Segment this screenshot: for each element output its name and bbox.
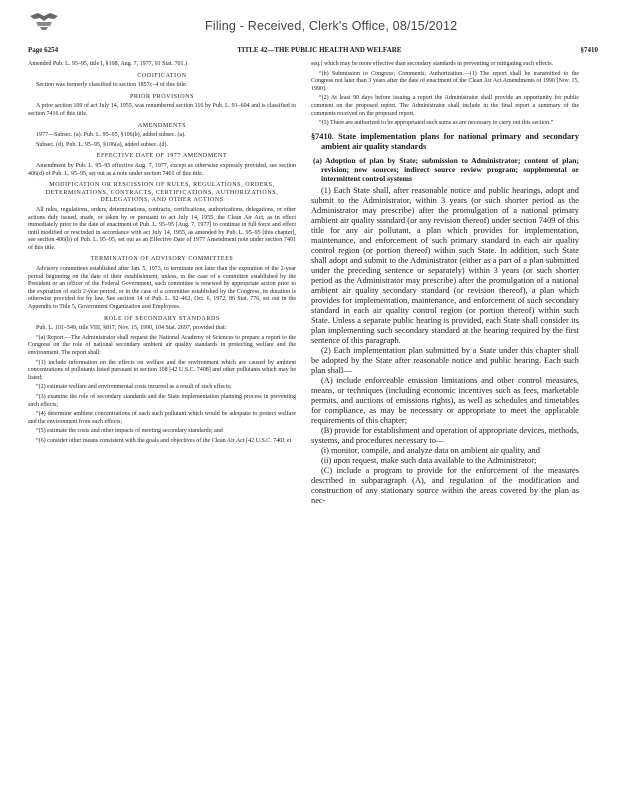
heading-role-secondary: ROLE OF SECONDARY STANDARDS [104, 315, 220, 322]
left-column [28, 61, 296, 448]
modification-text: All rules, regulations, orders, determinations, contracts, certifications, authorizations, delegations, or other actions duly issued, made, or taken by or pursuant to act July 14, 1955, the Clean Air Act, as in effect immediately prior to the date of enactment of Pub. L. 95–95 [Aug. 7, 1977] to continue in full force and effect until modified or rescinded in accordance with act July 14, 1955, as amended by Pub. L. 95–95 [this chapter], see section 406(b) of Pub. L. 95–95, set out as an Effective Date of 1977 Amendment note under section 7401 of this title. [28, 206, 296, 251]
section-heading-7410: §7410. State implementation plans for national primary and secondary ambient air quality standards [311, 131, 579, 151]
page-number: Page 6254 [28, 46, 59, 54]
role-text-2: “(a) Report.—The Administrator shall request the National Academy of Sciences to prepare a report to the Congress on the role of national secondary ambient air quality standards in protecting welfare and the environment. The report shall: [28, 334, 296, 356]
paragraph-a2C: (C) include a program to provide for the enforcement of the measures described in subparagraph (A), and regulation of the modification and construction of any stationary source within the areas covered by the plan as nec- [311, 466, 579, 506]
heading-modification: MODIFICATION OR RESCISSION OF RULES, REGULATIONS, ORDERS, DETERMINATIONS, CONTRACTS, CERTIFICATIONS, AUTHORIZATIONS, DELEGATIONS, AND OTHER ACTIONS [45, 182, 279, 204]
eagle-seal-icon [28, 10, 60, 32]
amended-note: Amended Pub. L. 95–95, title I, §108, Aug. 7, 1977, 91 Stat. 701.) [28, 61, 187, 67]
role-text-1: Pub. L. 101–549, title VIII, §817, Nov. 15, 1990, 104 Stat. 2697, provided that: [36, 325, 227, 332]
role-text-8: “(6) consider other means consistent with the goals and objectives of the Clean Air Act [42 U.S.C. 7401 et [36, 437, 292, 444]
codification-text: Section was formerly classified to section 1857c–4 of this title. [36, 82, 188, 89]
paragraph-a2A: (A) include enforceable emission limitations and other control measures, means, or techniques (including economic incentives such as fees, marketable permits, and auctions of emissions rights), as well as schedules and timetables for compliance, as may be necessary or appropriate to meet the applicable requirements of this chapter; [311, 376, 579, 426]
amendment-2: Subsec. (d). Pub. L. 95–95, §106(a), added subsec. (d). [36, 141, 168, 148]
running-head [28, 46, 598, 54]
role-text-5: “(3) examine the role of secondary standards and the State implementation planning process in preventing such effects; [28, 393, 296, 408]
amendment-1: 1977—Subsec. (a). Pub. L. 95–95, §106(b), added subsec. (a). [36, 132, 186, 139]
paragraph-a2Bii: (ii) upon request, make such data available to the Administrator; [321, 456, 537, 466]
right-column [311, 61, 579, 506]
title-heading: TITLE 42—THE PUBLIC HEALTH AND WELFARE [237, 46, 402, 54]
paragraph-a2: (2) Each implementation plan submitted by a State under this chapter shall be adopted by the State after reasonable notice and public hearing. Each such plan shall— [311, 346, 579, 376]
continued-text-1: seq.] which may be more effective than secondary standards in preventing or mitigating such effects. [311, 61, 554, 67]
effective-date-text: Amendment by Pub. L. 95–95 effective Aug. 7, 1977, except as otherwise expressly provided, see section 406(d) of Pub. L. 95–95, set out as a note under section 7401 of this title. [28, 162, 296, 177]
heading-effective-date: EFFECTIVE DATE OF 1977 AMENDMENT [96, 153, 228, 160]
paragraph-a1: (1) Each State shall, after reasonable notice and public hearings, adopt and submit to the Administrator, within 3 years (or such shorter period as the Administrator may prescribe) after the promulgation of a national primary ambient air quality standard (or any revision thereof) under section 7409 of this title for any air pollutant, a plan which provides for implementation, maintenance, and enforcement of such primary standard in each air quality control region (or portion thereof) within such State. In addition, such State shall adopt and submit to the Administrator (either as a part of a plan submitted under the preceding sentence or separately) within 3 years (or such shorter period as the Administrator may prescribe) after the promulgation of a national ambient air quality secondary standard (or revision thereof), a plan which provides for implementation, maintenance, and enforcement of such secondary standard in each air quality control region (or portion thereof) within such State. Unless a separate public hearing is provided, each State shall consider its plan implementing such secondary standard at the hearing required by the first sentence of this paragraph. [311, 186, 579, 346]
filing-stamp: Filing - Received, Clerk's Office, 08/15/2012 [205, 19, 458, 33]
role-text-4: “(2) estimate welfare and environmental costs incurred as a result of such effects; [36, 384, 232, 391]
continued-text-3: “(2) At least 90 days before issuing a report the Administrator shall provide an opportunity for public comment on the proposed report. The Administrator shall include in the final report a summary of the comments received on the proposed report. [311, 95, 579, 117]
termination-text: Advisory committees established after Jan. 5, 1973, to terminate not later than the expiration of the 2-year period beginning on the date of their establishment, unless, in the case of a committee established by the President or an officer of the Federal Government, such committee is renewed by appropriate action prior to the expiration of such 2-year period, or in the case of a committee established by the Congress, its duration is otherwise provided for by law. See section 14 of Pub. L. 92–463, Oct. 6, 1972, 86 Stat. 776, set out in the Appendix to Title 5, Government Organization and Employees. [28, 266, 296, 311]
subsection-heading-a: (a) Adoption of plan by State; submission to Administrator; content of plan; revision; new sources; indirect source review program; supplemental or intermittent control systems [313, 155, 579, 184]
role-text-6: “(4) determine ambient concentrations of each such pollutant which would be adequate to protect welfare and the environment from such effects; [28, 411, 296, 425]
paragraph-a2Bi: (i) monitor, compile, and analyze data on ambient air quality, and [321, 446, 540, 456]
heading-codification: CODIFICATION [137, 72, 187, 79]
role-text-3: “(1) include information on the effects on welfare and the environment which are caused by ambient concentrations of pollutants listed pursuant to section 108 [42 U.S.C. 7408] and other pollutants which may be listed; [28, 359, 296, 381]
heading-prior-provisions: PRIOR PROVISIONS [129, 93, 195, 100]
heading-amendments: AMENDMENTS [137, 122, 187, 129]
continued-text-4: “(3) There are authorized to be appropriated such sums as are necessary to carry out this section.” [319, 120, 554, 127]
role-text-7: “(5) estimate the costs and other impacts of meeting secondary standards; and [36, 428, 223, 435]
heading-termination: TERMINATION OF ADVISORY COMMITTEES [90, 256, 234, 263]
section-number: §7410 [580, 46, 598, 54]
prior-provisions-text: A prior section 109 of act July 14, 1955, was renumbered section 116 by Pub. L. 91–604 and is classified to section 7416 of this title. [28, 103, 296, 117]
paragraph-a2B: (B) provide for establishment and operation of appropriate devices, methods, systems, and procedures necessary to— [311, 426, 579, 446]
continued-text-2: “(b) Submission to Congress; Comments; Authorization.—(1) The report shall be transmitted to the Congress not later than 3 years after the date of enactment of the Clean Air Act Amendments of 1990 [Nov. 15, 1990]. [311, 70, 579, 92]
